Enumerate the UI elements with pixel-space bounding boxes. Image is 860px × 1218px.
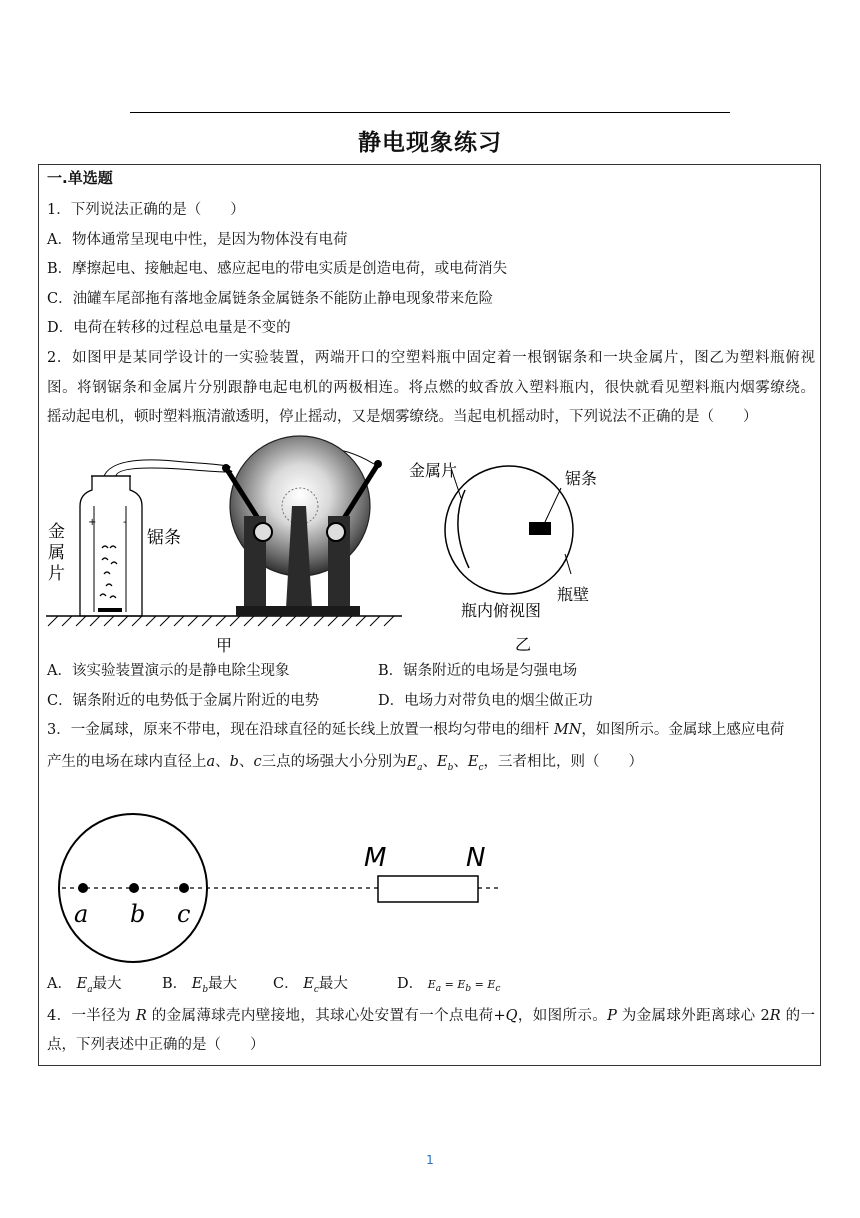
q2-stem-line3: 摇动起电机，顿时塑料瓶清澈透明，停止摇动，又是烟雾缭绕。当起电机摇动时，下列说法不正确的是（ ） [47, 409, 758, 425]
caption-jia: 甲 [216, 636, 233, 655]
q3-stem-line1: 3．一金属球，原来不带电，现在沿球直径的延长线上放置一根均匀带电的细杆 MN，如图所示。金属球上感应电荷 [47, 722, 785, 738]
figure-yi [405, 450, 615, 655]
q3-option-d: D． $E_a = E_b = E_c$ [397, 976, 501, 995]
q1-option-c: C．油罐车尾部拖有落地金属链条金属链条不能防止静电现象带来危险 [47, 291, 494, 307]
section-heading: 一.单选题 [47, 169, 113, 187]
plus-sign: + [88, 517, 97, 528]
rod-end-m-label: M [364, 843, 387, 873]
page-title: 静电现象练习 [358, 130, 502, 156]
label-metal-jia-1: 金 [48, 522, 65, 542]
point-c-label: c [177, 900, 191, 928]
q1-option-b: B．摩擦起电、接触起电、感应起电的带电实质是创造电荷，或电荷消失 [47, 261, 508, 277]
q3-option-c: C． $E_c$最大 [273, 976, 348, 995]
q2-stem-line1: 2．如图甲是某同学设计的一实验装置，两端开口的空塑料瓶中固定着一根钢锯条和一块金属片，图乙为塑料瓶俯视 [47, 350, 815, 366]
label-metal-jia-3: 片 [48, 564, 65, 584]
figure-q3 [56, 800, 516, 970]
q1-option-a: A．物体通常呈现电中性，是因为物体没有电荷 [47, 232, 348, 248]
q3-stem-line2: 产生的电场在球内直径上a、b、c三点的场强大小分别为$E_a$、$E_b$、$E_c$，三者相比，则（ ） [47, 754, 644, 773]
point-a-label: a [74, 900, 89, 928]
q2-option-a: A．该实验装置演示的是静电除尘现象 [47, 663, 290, 679]
page-number: 1 [426, 1153, 434, 1167]
figure-jia [44, 436, 406, 658]
header-rule [130, 112, 730, 113]
q4-stem-line1: 4．一半径为 R 的金属薄球壳内壁接地，其球心处安置有一个点电荷+Q，如图所示。P 为金属球外距离球心 2R 的一 [47, 1008, 815, 1024]
caption-yi: 乙 [515, 635, 532, 654]
q2-option-d: D．电场力对带负电的烟尘做正功 [378, 693, 593, 709]
q2-option-b: B．锯条附近的电场是匀强电场 [378, 663, 578, 679]
q2-option-c: C．锯条附近的电势低于金属片附近的电势 [47, 693, 320, 709]
q2-stem-line2: 图。将钢锯条和金属片分别跟静电起电机的两极相连。将点燃的蚊香放入塑料瓶内，很快就看见塑料瓶内烟雾缭绕。 [47, 380, 815, 396]
q3-option-b: B． $E_b$最大 [162, 976, 238, 995]
rod-end-n-label: N [466, 843, 486, 873]
q1-stem: 1．下列说法正确的是（ ） [47, 202, 245, 218]
view-title-yi: 瓶内俯视图 [461, 601, 542, 620]
point-b-label: b [130, 900, 146, 928]
minus-sign: - [123, 515, 127, 528]
q3-option-a: A． $E_a$最大 [47, 976, 122, 995]
label-saw-yi: 锯条 [565, 469, 598, 488]
label-metal-yi: 金属片 [409, 461, 458, 480]
label-wall-yi: 瓶壁 [557, 585, 590, 604]
label-saw-jia: 锯条 [147, 528, 181, 548]
label-metal-jia-2: 属 [48, 543, 65, 563]
q4-stem-line2: 点，下列表述中正确的是（ ） [47, 1037, 265, 1053]
q1-option-d: D．电荷在转移的过程总电量是不变的 [47, 320, 291, 336]
